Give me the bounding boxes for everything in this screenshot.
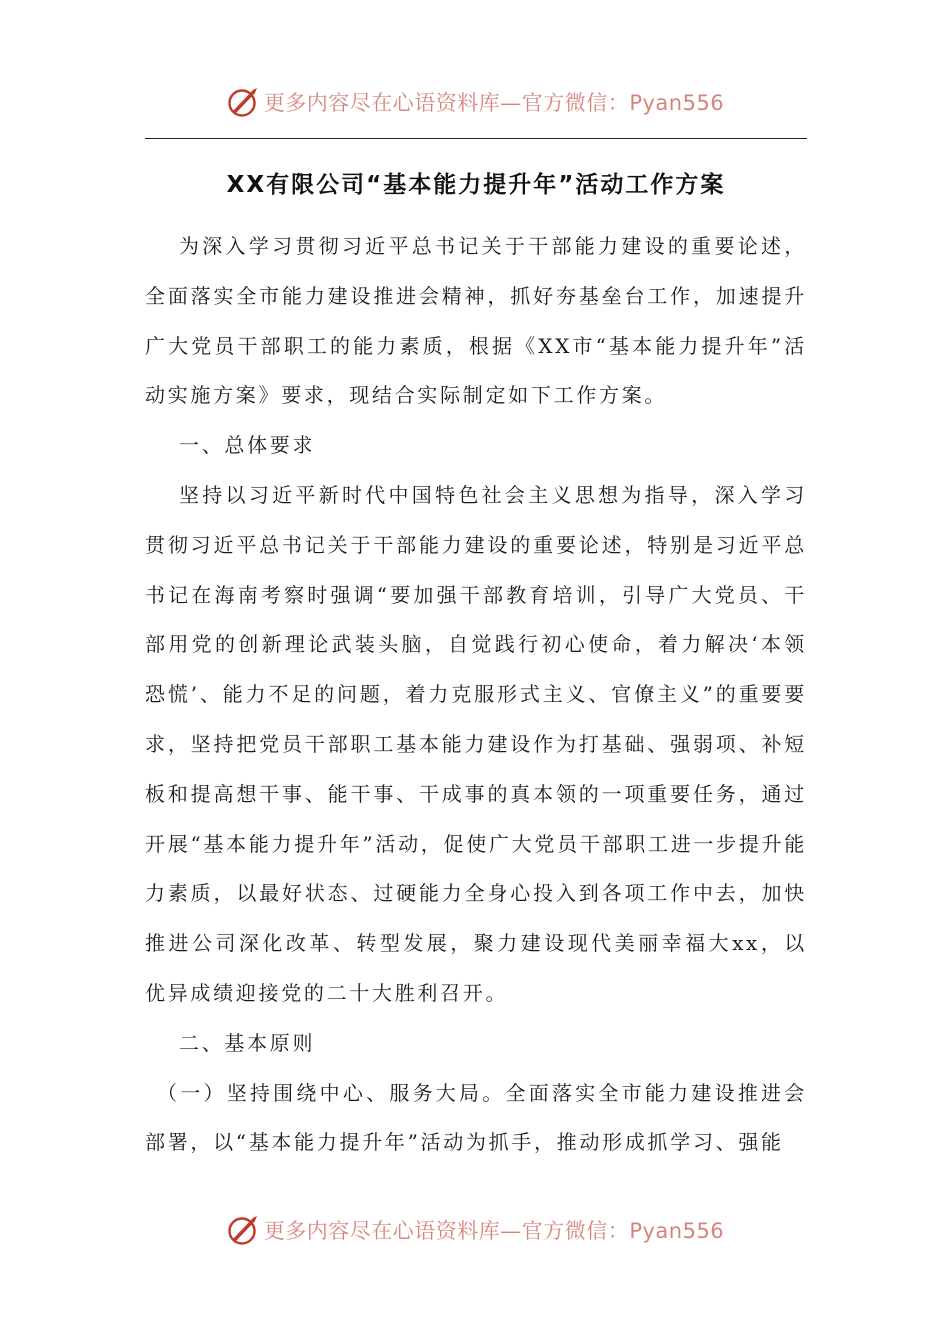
section-1-paragraph: 坚持以习近平新时代中国特色社会主义思想为指导，深入学习贯彻习近平总书记关于干部能力建设的重要论述，特别是习近平总书记在海南考察时强调“要加强干部教育培训，引导广大党员、干部用党的创新理论武装头脑，自觉践行初心使命，着力解决‘本领恐慌’、能力不足的问题，着力克服形式主义、官僚主义”的重要要求，坚持把党员干部职工基本能力建设作为打基础、强弱项、补短板和提高想干事、能干事、干成事的真本领的一项重要任务，通过开展“基本能力提升年”活动，促使广大党员干部职工进一步提升能力素质，以最好状态、过硬能力全身心投入到各项工作中去，加快推进公司深化改革、转型发展，聚力建设现代美丽幸福大xx，以优异成绩迎接党的二十大胜利召开。 bbox=[145, 482, 807, 1005]
section-heading-1: 一、总体要求 bbox=[179, 433, 316, 458]
header-divider bbox=[145, 138, 807, 139]
quill-logo-icon bbox=[226, 1212, 262, 1248]
intro-paragraph: 为深入学习贯彻习近平总书记关于干部能力建设的重要论述，全面落实全市能力建设推进会精神，抓好夯基垒台工作，加速提升广大党员干部职工的能力素质，根据《XX市“基本能力提升年”活动实施方案》要求，现结合实际制定如下工作方案。 bbox=[145, 234, 807, 408]
watermark-banner-bottom bbox=[0, 1208, 950, 1252]
quill-logo-icon bbox=[226, 84, 262, 120]
watermark-text: 更多内容尽在心语资料库—官方微信：Pyan556 bbox=[263, 1219, 725, 1243]
watermark-handle: Pyan556 bbox=[629, 91, 725, 115]
section-heading-2: 二、基本原则 bbox=[179, 1030, 316, 1055]
watermark-banner-top bbox=[0, 80, 950, 124]
watermark-text: 更多内容尽在心语资料库—官方微信：Pyan556 bbox=[263, 91, 725, 115]
watermark-handle: Pyan556 bbox=[629, 1219, 725, 1243]
document-body bbox=[145, 222, 807, 1168]
document-title: XX有限公司“基本能力提升年”活动工作方案 bbox=[226, 172, 726, 198]
section-2-item-1: （一）坚持围绕中心、服务大局。全面落实全市能力建设推进会部署，以“基本能力提升年”活动为抓手，推动形成抓学习、强能 bbox=[145, 1080, 807, 1155]
